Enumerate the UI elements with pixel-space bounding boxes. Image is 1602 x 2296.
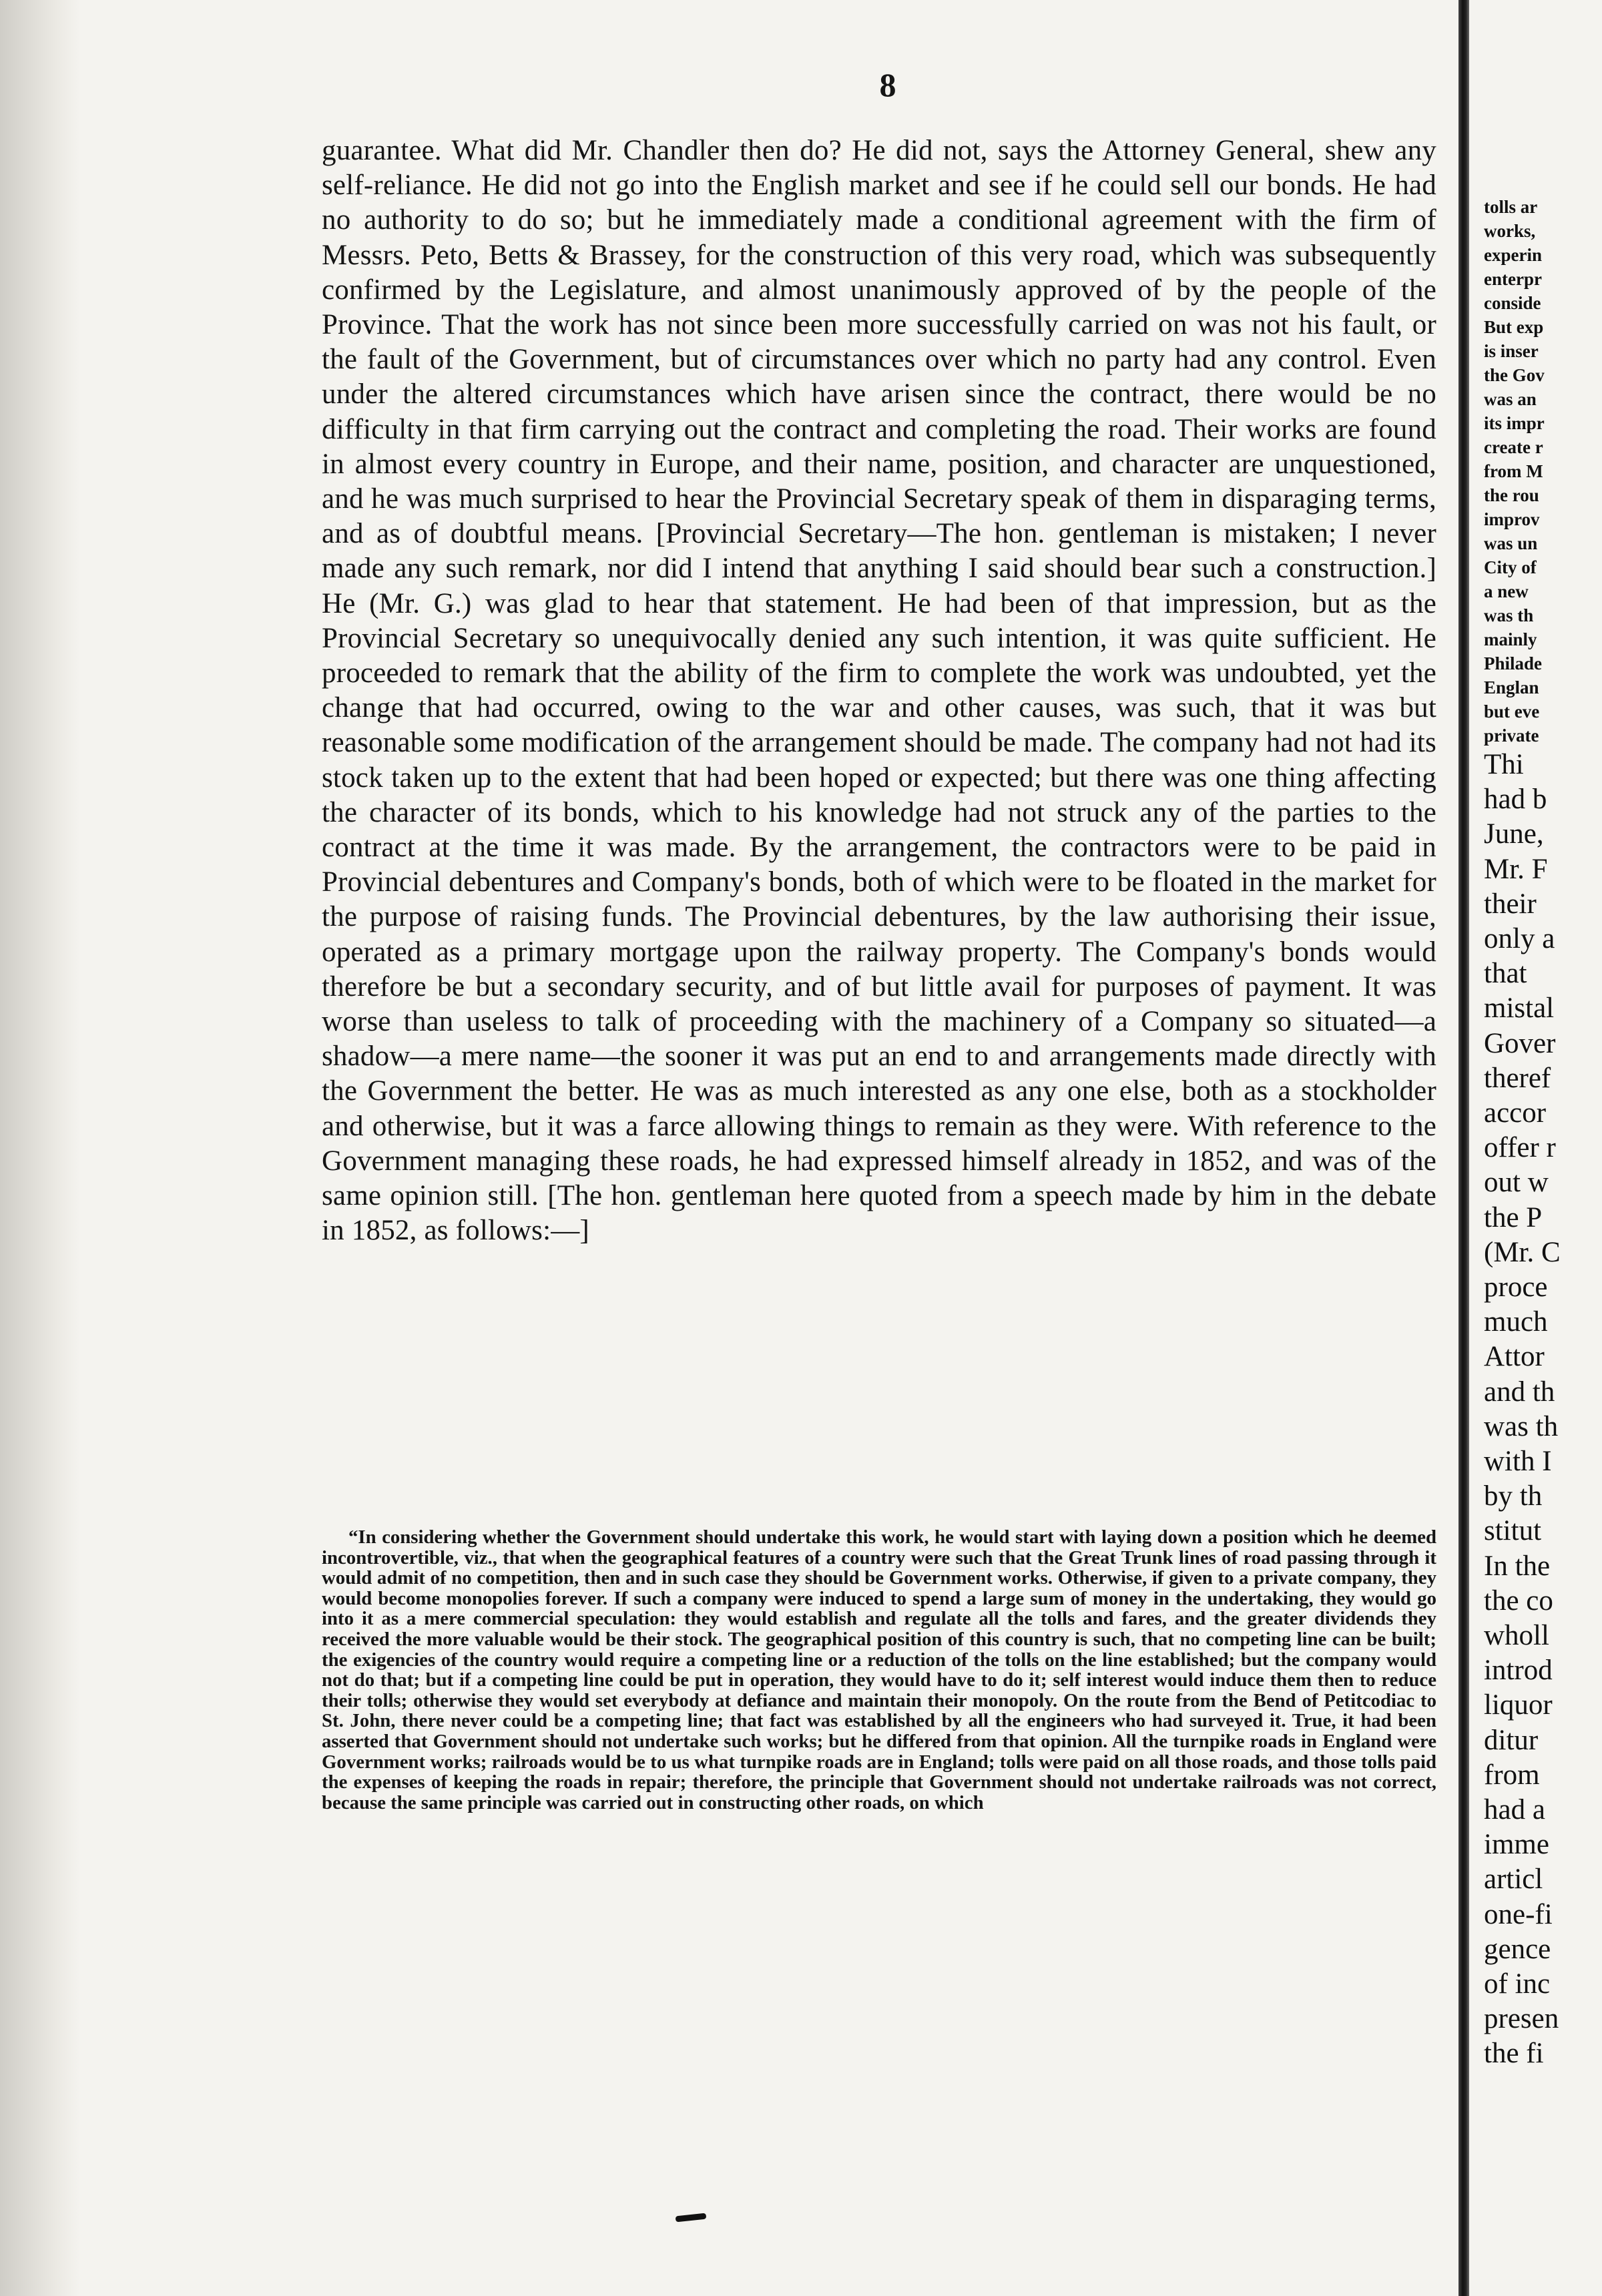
adjacent-page-line: accor <box>1484 1097 1547 1129</box>
adjacent-page-column <box>1471 0 1602 2296</box>
adjacent-page-line: enterpr <box>1484 269 1542 289</box>
adjacent-page-line: works, <box>1484 221 1536 241</box>
page-gutter-shadow <box>0 0 80 2296</box>
adjacent-page-line: improv <box>1484 509 1540 529</box>
adjacent-page-line: experin <box>1484 245 1542 265</box>
main-text-column <box>322 133 1436 1249</box>
adjacent-page-line: offer r <box>1484 1132 1556 1164</box>
adjacent-page-line: only a <box>1484 923 1555 954</box>
adjacent-page-line: articl <box>1484 1863 1543 1896</box>
adjacent-page-line: the fi <box>1484 2038 1544 2070</box>
adjacent-page-line: was an <box>1484 389 1537 409</box>
adjacent-page-line: the P <box>1484 1201 1543 1233</box>
adjacent-page-line: their <box>1484 888 1537 920</box>
quoted-speech-block <box>322 1527 1436 1813</box>
adjacent-page-line: Gover <box>1484 1027 1556 1059</box>
adjacent-page-line: private <box>1484 726 1539 746</box>
adjacent-page-line: Mr. F <box>1484 853 1548 885</box>
adjacent-page-line: out w <box>1484 1167 1549 1199</box>
adjacent-page-line: But exp <box>1484 317 1544 337</box>
adjacent-page-line: Philade <box>1484 653 1543 673</box>
adjacent-page-line: much <box>1484 1306 1548 1338</box>
adjacent-page-line: In the <box>1484 1550 1551 1582</box>
adjacent-page-line: with I <box>1484 1446 1552 1477</box>
adjacent-page-line: (Mr. C <box>1484 1236 1561 1268</box>
adjacent-page-line: theref <box>1484 1062 1551 1094</box>
adjacent-page-line: was th <box>1484 1410 1559 1442</box>
adjacent-page-line: imme <box>1484 1829 1549 1861</box>
adjacent-page-line: City of <box>1484 557 1537 577</box>
adjacent-page-line: proce <box>1484 1271 1548 1303</box>
adjacent-page-line: is inser <box>1484 341 1539 361</box>
adjacent-page-line: by th <box>1484 1480 1543 1512</box>
adjacent-page-line: gence <box>1484 1933 1551 1965</box>
adjacent-page-line: June, <box>1484 818 1544 850</box>
adjacent-page-line: Englan <box>1484 677 1539 697</box>
adjacent-page-line: liquor <box>1484 1689 1553 1721</box>
adjacent-page-line: had a <box>1484 1794 1545 1825</box>
adjacent-page-line: was th <box>1484 605 1534 625</box>
speech-paragraph: guarantee. What did Mr. Chandler then do? He did not, says the Attorney General, shew any self-reliance. He did not go into the English market and see if he could sell our bonds. He had no authority to do so; but he immediately made a conditional agreement with the firm of Messrs. Peto, Betts & Brassey, for the construction of this very road, which was subsequently confirmed by the Legislature, and almost unanimously approved of by the people of the Province. That the work has not since been more successfully carried on was not his fault, or the fault of the Government, but of circumstances over which no party had any control. Even under the altered circumstances which have arisen since the contract, there would be no difficulty in that firm carrying out the contract and completing the road. Their works are found in almost every country in Europe, and their name, position, and character are unquestioned, and he was much surprised to hear the Provincial Secretary speak of them in disparaging terms, and as of doubtful means. [Provincial Secretary—The hon. gentleman is mistaken; I never made any such remark, nor did I intend that anything I said should bear such a construction.] He (Mr. G.) was glad to hear that statement. He had been of that impression, but as the Provincial Secretary so unequivocally denied any such intention, it was quite sufficient. He proceeded to remark that the ability of the firm to complete the work was undoubted, yet the change that had occurred, owing to the war and other causes, was such, that it was but reasonable some modification of the arrangement should be made. The company had not had its stock taken up to the extent that had been hoped or expected; but there was one thing affecting the character of its bonds, which to his knowledge had not struck any of the parties to the contract at the time it was made. By the arrangement, the contractors were to be paid in Provincial debentures and Company's bonds, both of which were to be floated in the market for the purpose of raising funds. The Provincial debentures, by the law authorising their issue, operated as a primary mortgage upon the railway property. The Company's bonds would therefore be but a secondary security, and of but little avail for purposes of payment. It was worse than useless to talk of proceeding with the machinery of a Company so situated—a shadow—a mere name—the sooner it was put an end to and arrangements made directly with the Government the better. He was as much interested as any one else, both as a stockholder and otherwise, but it was a farce allowing things to remain as they were. With reference to the Government managing these roads, he had expressed himself already in 1852, and was of the same opinion still. [The hon. gentleman here quoted from a speech made by him in the debate in 1852, as follows:—] <box>322 135 1436 1247</box>
adjacent-page-line: mainly <box>1484 629 1537 649</box>
adjacent-page-line: the Gov <box>1484 365 1545 385</box>
adjacent-page-line: create r <box>1484 437 1543 457</box>
ink-smudge <box>676 2213 707 2223</box>
adjacent-page-line: mistal <box>1484 992 1555 1025</box>
page-number: 8 <box>879 66 896 103</box>
adjacent-page-line: a new <box>1484 581 1529 601</box>
adjacent-page-line: from M <box>1484 461 1543 481</box>
adjacent-page-line: one-fi <box>1484 1898 1553 1930</box>
adjacent-page-line: had b <box>1484 784 1547 816</box>
adjacent-page-line: the rou <box>1484 485 1539 505</box>
adjacent-page-line: ditur <box>1484 1724 1539 1756</box>
adjacent-page-line: wholl <box>1484 1620 1549 1651</box>
adjacent-page-line: its impr <box>1484 413 1545 433</box>
adjacent-page-line: but eve <box>1484 701 1540 722</box>
quoted-speech-text: “In considering whether the Government should undertake this work, he would start with laying down a position which he deemed incontrovertible, viz., that when the geographical features of a country were such that the Great Trunk lines of road passing through it would admit of no competition, then and in such case they should be Government works. Otherwise, if given to a private company, they would become monopolies forever. If such a company were induced to spend a large sum of money in the undertaking, they would go into it as a mere commercial speculation: they would establish and regulate all the tolls and fares, and the greater dividends they received the more valuable would be their stock. The geographical position of this country is such, that no competing line can be built; the exigencies of the country would require a competing line or a reduction of the tolls on the line established; but the company would not do that; but if a competing line could be put in operation, they would have to do it; self interest would induce them then to reduce their tolls; otherwise they would set everybody at defiance and maintain their monopoly. On the route from the Bend of Petitcodiac to St. John, there never could be a competing line; that fact was established by all the engineers who had surveyed it. True, it had been asserted that Government should not undertake such works; but he differed from that opinion. All the turnpike roads in England were Government works; railroads would be to us what turnpike roads are in England; tolls were paid on all those roads, and those tolls paid the expenses of keeping the roads in repair; therefore, the principle that Government should not undertake railroads was not correct, because the same principle was carried out in constructing other roads, on which <box>322 1526 1436 1813</box>
adjacent-page-line: was un <box>1484 533 1538 553</box>
adjacent-page-line: Thi <box>1484 749 1524 780</box>
adjacent-page-line: tolls ar <box>1484 197 1538 217</box>
column-divider <box>1458 0 1469 2296</box>
adjacent-page-line: that <box>1484 958 1527 990</box>
adjacent-page-line: stitut <box>1484 1515 1542 1547</box>
adjacent-page-line: the co <box>1484 1585 1553 1617</box>
adjacent-page-line: and th <box>1484 1376 1555 1408</box>
adjacent-page-line: presen <box>1484 2003 1559 2035</box>
adjacent-page-line: introd <box>1484 1655 1553 1687</box>
adjacent-page-line: Attor <box>1484 1341 1545 1373</box>
adjacent-page-line: of inc <box>1484 1968 1551 2000</box>
adjacent-page-line: conside <box>1484 293 1541 313</box>
adjacent-page-line: from <box>1484 1759 1540 1791</box>
